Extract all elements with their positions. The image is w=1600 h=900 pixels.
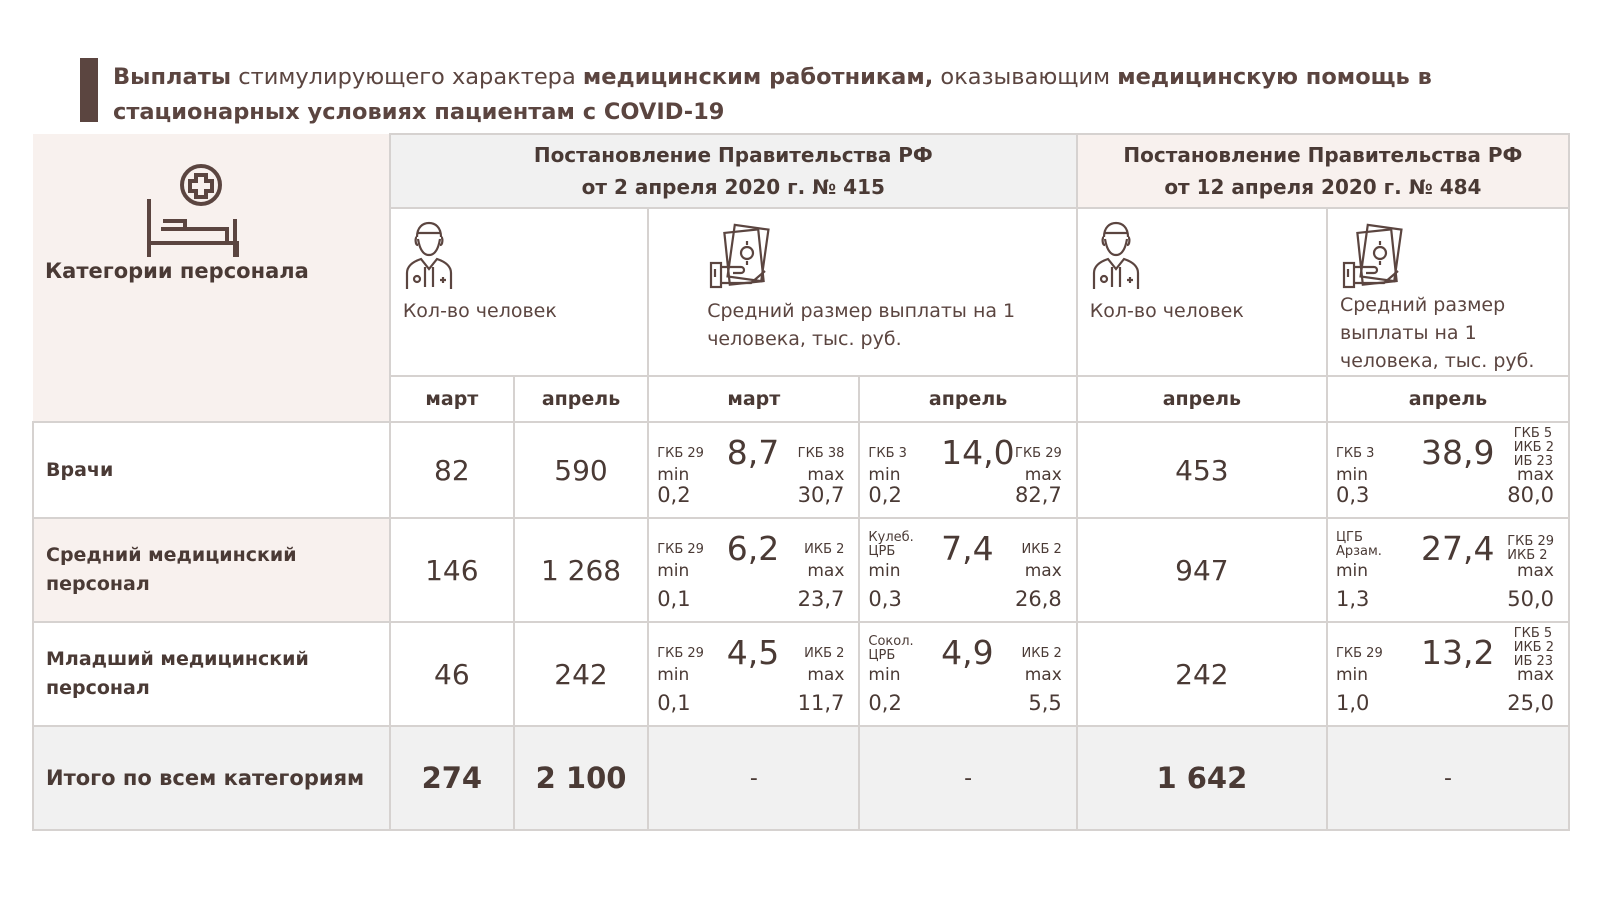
min-label: min xyxy=(1335,465,1369,485)
avg-value: 6,2 xyxy=(726,529,780,568)
max-org-label: ГКБ 5 ИКБ 2 ИБ 23 xyxy=(1513,426,1554,469)
min-org-label: Сокол. ЦРБ xyxy=(868,634,914,663)
doctor-icon xyxy=(403,219,455,291)
avg-description-415: Средний размер выплаты на 1 человека, тыс. руб. xyxy=(648,208,1077,376)
count-415-march: 46 xyxy=(390,622,514,726)
min-label: min xyxy=(868,465,901,485)
count-415-march: 146 xyxy=(390,518,514,622)
max-value: 25,0 xyxy=(1507,691,1554,715)
min-label: min xyxy=(657,561,690,581)
min-value: 0,2 xyxy=(868,483,902,507)
min-value: 1,3 xyxy=(1335,587,1370,611)
max-org-label: ГКБ 38 xyxy=(797,446,845,461)
max-value: 80,0 xyxy=(1507,483,1554,507)
min-label: min xyxy=(868,561,901,581)
total-dash: - xyxy=(648,726,859,830)
avg-415-march xyxy=(648,622,859,726)
page-title: Выплаты стимулирующего характера медицинским работникам, оказывающим медицинскую помощь в стационарных условиях пациентам с COVID-19 xyxy=(113,64,1432,125)
subheader-april: апрель xyxy=(514,376,648,422)
avg-value: 38,9 xyxy=(1420,433,1495,472)
count-415-april: 590 xyxy=(514,422,648,518)
max-label: max xyxy=(1516,465,1554,485)
max-label: max xyxy=(807,665,845,685)
row-label: Младший медицинский персонал xyxy=(33,622,390,726)
min-value: 0,1 xyxy=(657,691,691,715)
max-value: 11,7 xyxy=(797,691,845,715)
count-description-415: Кол-во человек xyxy=(390,208,648,376)
avg-484-april xyxy=(1327,518,1569,622)
min-value: 0,3 xyxy=(868,587,902,611)
avg-value: 27,4 xyxy=(1420,529,1495,568)
subheader-april: апрель xyxy=(1327,376,1569,422)
max-label: max xyxy=(807,561,845,581)
min-org-label: ГКБ 29 xyxy=(657,446,704,461)
avg-415-april xyxy=(859,622,1076,726)
avg-value: 13,2 xyxy=(1420,633,1495,672)
max-value: 5,5 xyxy=(1028,691,1062,715)
avg-value: 8,7 xyxy=(726,433,780,472)
count-484-april: 453 xyxy=(1077,422,1327,518)
table-row xyxy=(33,622,1569,726)
table-row xyxy=(33,518,1569,622)
avg-415-april xyxy=(859,422,1076,518)
max-org-label: ИКБ 2 xyxy=(804,646,845,661)
max-org-label: ГКБ 29 xyxy=(1015,446,1062,461)
row-label: Врачи xyxy=(33,422,390,518)
max-value: 50,0 xyxy=(1507,587,1554,611)
count-415-april: 242 xyxy=(514,622,648,726)
min-value: 1,0 xyxy=(1335,691,1370,715)
max-label: max xyxy=(1024,561,1062,581)
min-org-label: ГКБ 29 xyxy=(657,542,704,557)
min-value: 0,2 xyxy=(868,691,902,715)
min-label: min xyxy=(868,665,901,685)
avg-value: 7,4 xyxy=(941,529,994,568)
total-484-april: 1 642 xyxy=(1077,726,1327,830)
max-label: max xyxy=(807,465,845,485)
avg-415-march xyxy=(648,422,859,518)
min-org-label: ГКБ 3 xyxy=(868,446,907,461)
min-label: min xyxy=(1335,561,1369,581)
avg-415-march xyxy=(648,518,859,622)
avg-value: 4,5 xyxy=(726,633,780,672)
subheader-march: март xyxy=(648,376,859,422)
money-hand-icon xyxy=(707,219,771,291)
avg-484-april xyxy=(1327,622,1569,726)
title-accent-bar xyxy=(80,58,98,122)
avg-484-april xyxy=(1327,422,1569,518)
max-org-label: ГКБ 29 ИКБ 2 xyxy=(1507,534,1554,563)
min-label: min xyxy=(657,665,690,685)
count-484-april: 242 xyxy=(1077,622,1327,726)
subheader-april: апрель xyxy=(859,376,1076,422)
count-415-march: 82 xyxy=(390,422,514,518)
payments-table xyxy=(32,133,1570,831)
total-dash: - xyxy=(1327,726,1569,830)
min-org-label: ГКБ 29 xyxy=(657,646,704,661)
avg-value: 14,0 xyxy=(941,433,1015,472)
min-label: min xyxy=(1335,665,1369,685)
total-415-march: 274 xyxy=(390,726,514,830)
max-label: max xyxy=(1024,665,1062,685)
min-label: min xyxy=(657,465,690,485)
max-value: 26,8 xyxy=(1015,587,1062,611)
count-415-april: 1 268 xyxy=(514,518,648,622)
table-row xyxy=(33,422,1569,518)
avg-description-484: Средний размер выплаты на 1 человека, тыс. руб. xyxy=(1327,208,1569,376)
min-value: 0,1 xyxy=(657,587,691,611)
min-org-label: ГКБ 29 xyxy=(1335,646,1383,661)
max-label: max xyxy=(1024,465,1062,485)
max-value: 23,7 xyxy=(797,587,845,611)
categories-header: Категории персонала xyxy=(33,134,390,422)
total-415-april: 2 100 xyxy=(514,726,648,830)
money-hand-icon xyxy=(1340,219,1404,291)
max-value: 82,7 xyxy=(1015,483,1062,507)
subheader-march: март xyxy=(390,376,514,422)
count-description-484: Кол-во человек xyxy=(1077,208,1327,376)
count-484-april: 947 xyxy=(1077,518,1327,622)
max-label: max xyxy=(1516,561,1554,581)
hospital-bed-icon xyxy=(143,163,243,259)
max-org-label: ИКБ 2 xyxy=(1021,646,1062,661)
decree-484-header: Постановление Правительства РФ от 12 апреля 2020 г. № 484 xyxy=(1077,134,1569,208)
max-org-label: ИКБ 2 xyxy=(1021,542,1062,557)
total-row xyxy=(33,726,1569,830)
total-dash: - xyxy=(859,726,1076,830)
avg-415-april xyxy=(859,518,1076,622)
min-org-label: ГКБ 3 xyxy=(1335,446,1375,461)
decree-415-header: Постановление Правительства РФ от 2 апреля 2020 г. № 415 xyxy=(390,134,1077,208)
min-value: 0,3 xyxy=(1335,483,1370,507)
max-label: max xyxy=(1516,665,1554,685)
max-org-label: ГКБ 5 ИКБ 2 ИБ 23 xyxy=(1513,626,1554,669)
subheader-april: апрель xyxy=(1077,376,1327,422)
total-label: Итого по всем категориям xyxy=(33,726,390,830)
max-org-label: ИКБ 2 xyxy=(804,542,845,557)
min-value: 0,2 xyxy=(657,483,691,507)
row-label: Средний медицинский персонал xyxy=(33,518,390,622)
min-org-label: ЦГБ Арзам. xyxy=(1335,530,1382,559)
avg-value: 4,9 xyxy=(941,633,994,672)
min-org-label: Кулеб. ЦРБ xyxy=(868,530,914,559)
max-value: 30,7 xyxy=(797,483,845,507)
doctor-icon xyxy=(1090,219,1142,291)
